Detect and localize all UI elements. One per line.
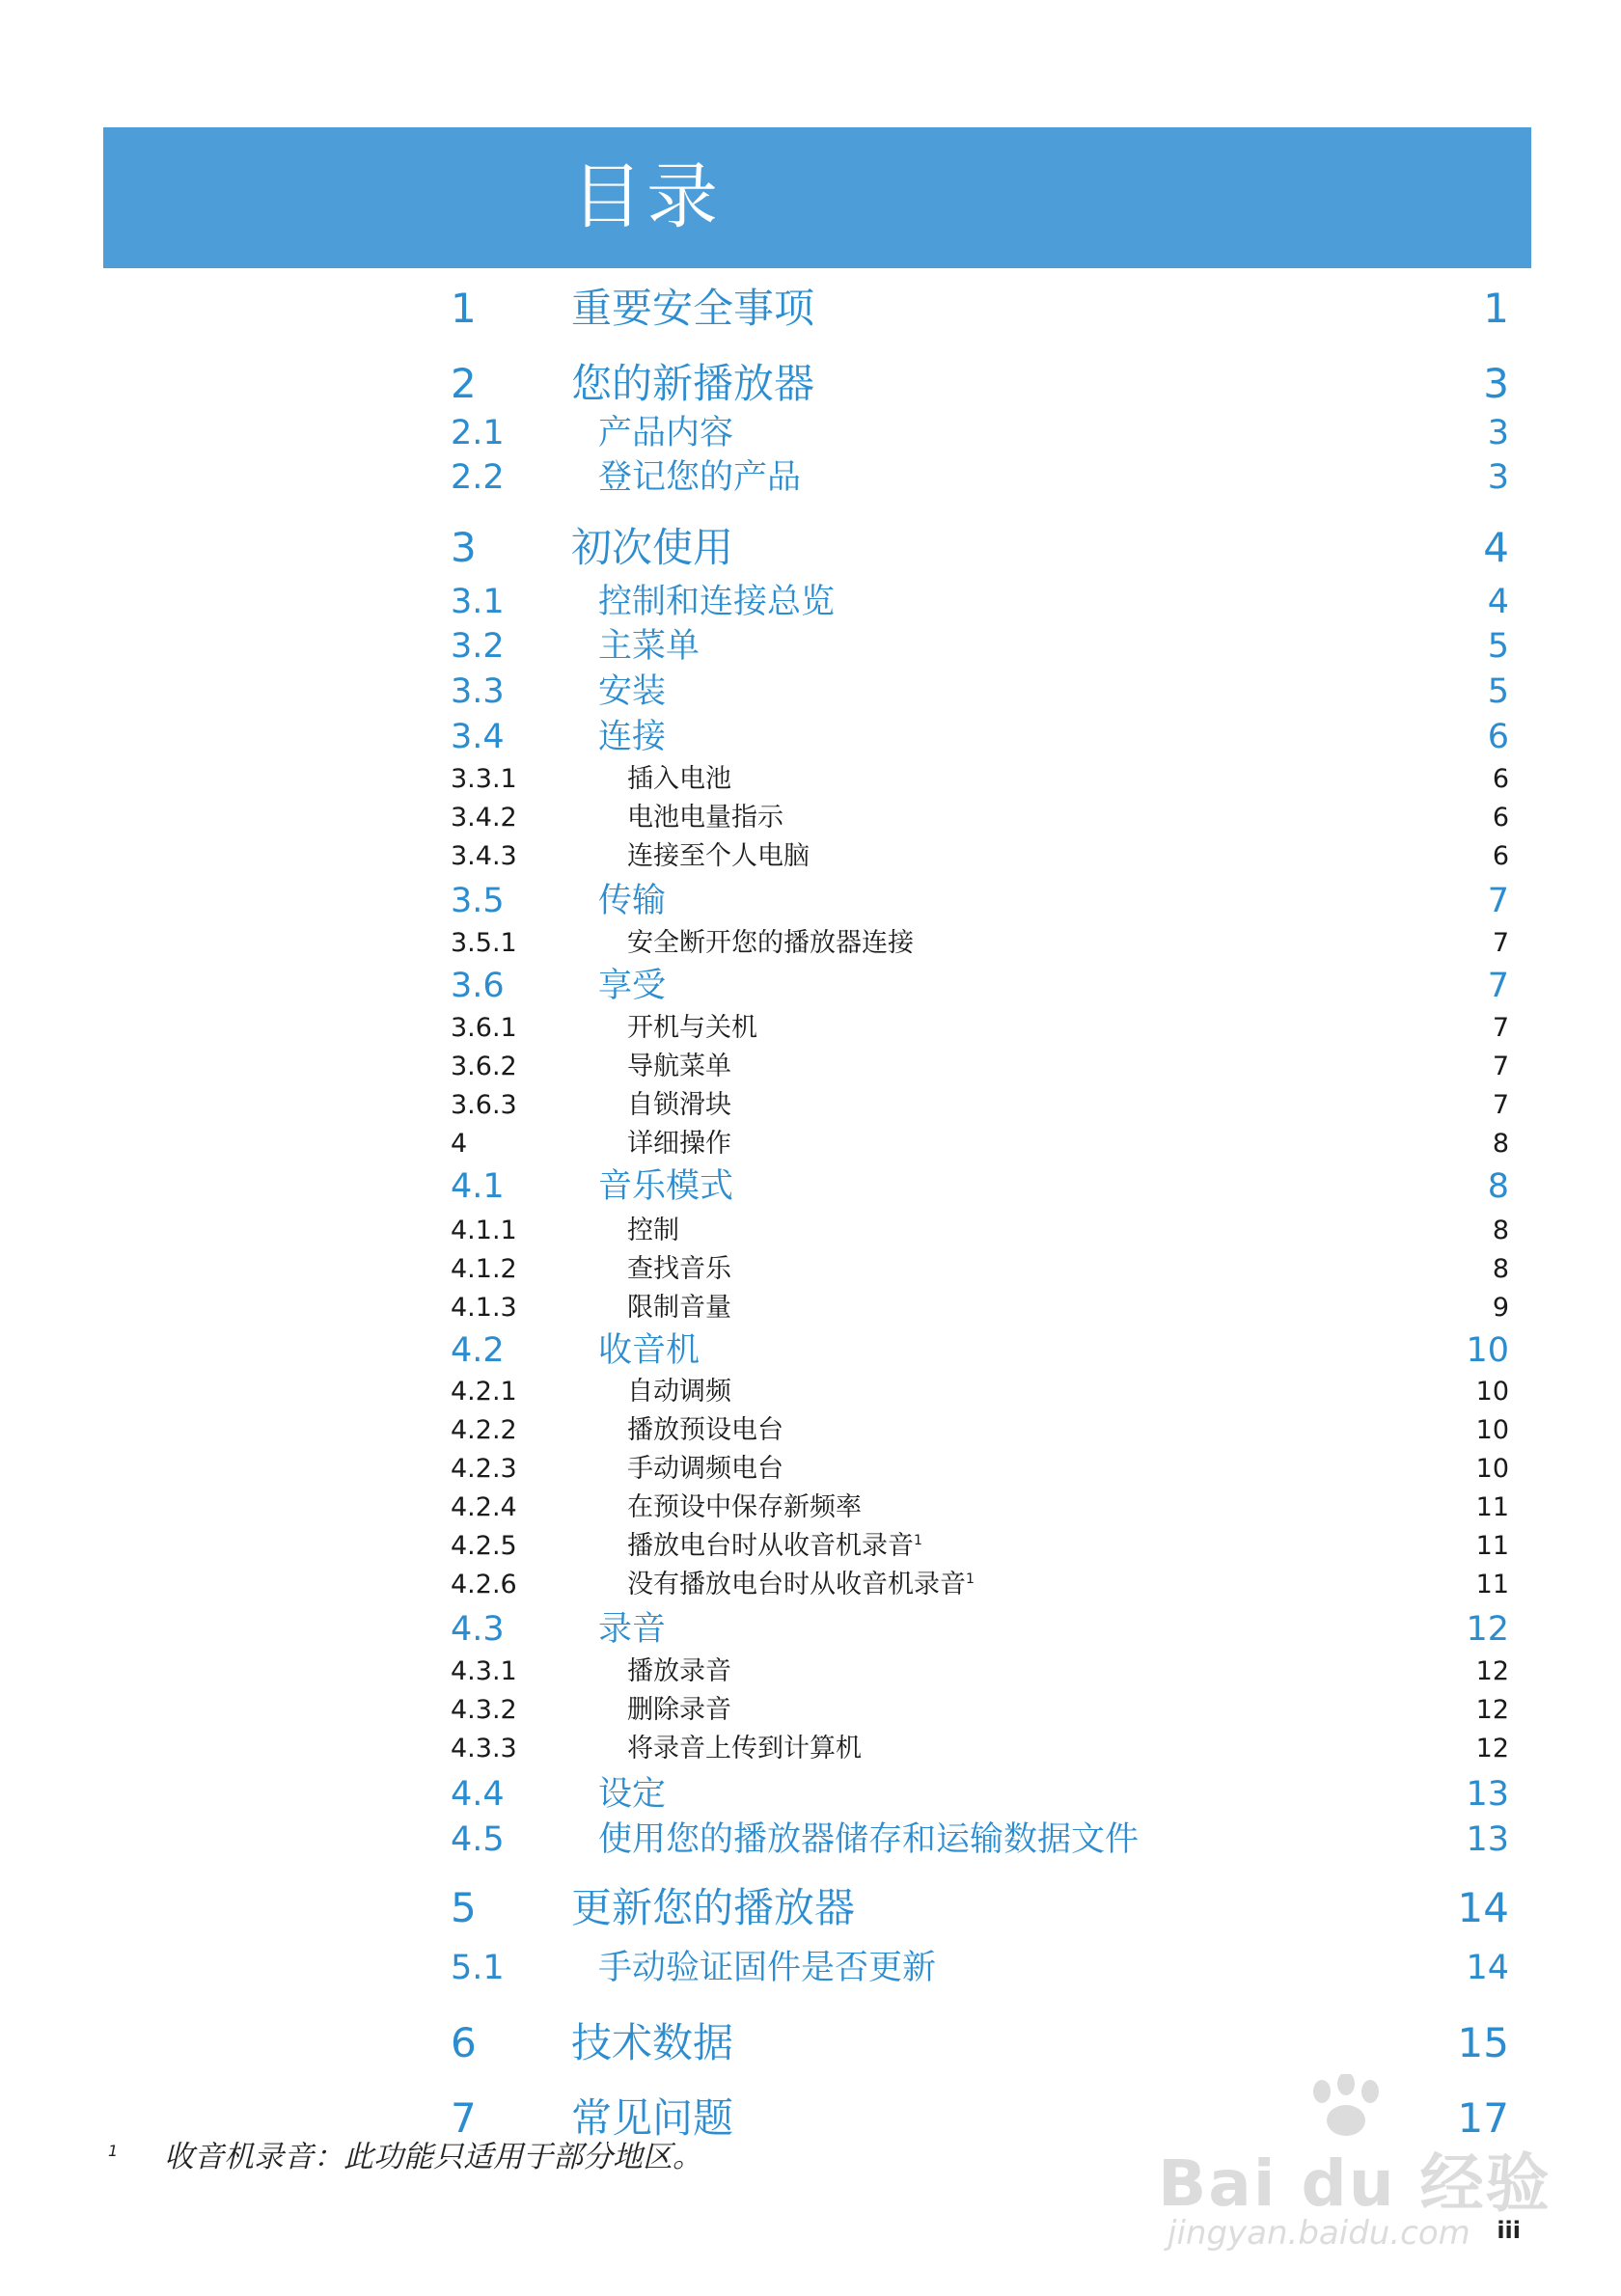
toc-entry-title	[627, 1654, 731, 1689]
toc-entry-title-text: 主菜单	[598, 627, 701, 666]
toc-entry-title-text: 常见问题	[571, 2094, 734, 2142]
toc-entry-number: 4.1.1	[451, 1216, 517, 1245]
toc-entry-title	[627, 1732, 862, 1766]
toc-entry-title	[598, 412, 733, 454]
toc-entry-page: 3	[1487, 458, 1509, 497]
toc-entry-page: 8	[1492, 1254, 1509, 1284]
toc-entry-title	[598, 1608, 666, 1651]
toc-entry-number: 3.6.3	[451, 1090, 517, 1120]
toc-entry-title	[571, 521, 733, 575]
toc-entry[interactable]	[0, 1818, 1621, 1861]
toc-entry[interactable]	[0, 926, 1621, 961]
toc-entry-title	[598, 625, 700, 668]
toc-entry-page: 6	[1492, 803, 1509, 833]
toc-entry-number: 2.1	[451, 414, 505, 452]
toc-entry-title-text: 连接至个人电脑	[627, 841, 810, 871]
toc-entry-title	[627, 1088, 731, 1123]
toc-entry-page: 15	[1457, 2019, 1509, 2066]
watermark-url: jingyan.baidu.com	[1168, 2214, 1470, 2253]
toc-entry[interactable]	[0, 1773, 1621, 1816]
toc-entry-title	[627, 1413, 783, 1448]
toc-entry[interactable]	[0, 1452, 1621, 1487]
toc-entry-page: 6	[1492, 841, 1509, 871]
toc-entry-title-text: 详细操作	[627, 1129, 731, 1159]
toc-entry-number: 2.2	[451, 458, 505, 497]
toc-entry-title	[598, 581, 835, 623]
toc-entry-number: 3.5	[451, 882, 505, 920]
toc-entry-page: 8	[1492, 1129, 1509, 1159]
toc-entry-title-text: 在预设中保存新频率	[627, 1492, 862, 1522]
toc-entry-number: 3	[451, 524, 477, 571]
toc-entry-page: 12	[1475, 1695, 1509, 1725]
toc-entry[interactable]	[0, 456, 1621, 499]
toc-entry-title	[627, 1375, 731, 1409]
toc-entry-number: 3.4.3	[451, 841, 517, 871]
toc-entry-number: 1	[451, 285, 477, 332]
toc-entry-number: 4.2.4	[451, 1492, 517, 1522]
toc-entry-page: 12	[1475, 1656, 1509, 1686]
toc-entry-title	[598, 880, 666, 922]
toc-entry-number: 4.3.1	[451, 1656, 517, 1686]
toc-entry-number: 5.1	[451, 1949, 505, 1987]
toc-entry[interactable]	[0, 625, 1621, 668]
toc-entry-number: 3.2	[451, 627, 505, 666]
toc-entry-title-text: 连接	[598, 718, 667, 756]
toc-entry-title-text: 安全断开您的播放器连接	[627, 928, 914, 958]
page-number: iii	[1497, 2217, 1521, 2244]
toc-entry-title-text: 没有播放电台时从收音机录音	[627, 1570, 966, 1599]
toc-entry[interactable]	[0, 1529, 1621, 1564]
footnote-reference: 1	[966, 1572, 975, 1587]
footnote-mark: 1	[108, 2142, 119, 2160]
toc-entry-title	[598, 1773, 666, 1816]
toc-entry-title-text: 您的新播放器	[571, 360, 815, 407]
toc-entry-page: 10	[1475, 1454, 1509, 1484]
toc-entry-title-text: 自锁滑块	[627, 1090, 731, 1120]
toc-entry-number: 4.1	[451, 1167, 505, 1206]
toc-entry-title	[627, 1529, 922, 1564]
toc-entry-title	[598, 670, 666, 713]
toc-entry-number: 3.1	[451, 583, 505, 621]
toc-entry-title	[598, 1947, 936, 1989]
toc-entry-title-text: 控制	[627, 1216, 679, 1245]
toc-entry-title	[571, 1881, 855, 1935]
toc-entry-number: 4	[451, 1129, 468, 1159]
toc-entry-title-text: 查找音乐	[627, 1254, 731, 1284]
toc-entry-page: 7	[1487, 882, 1509, 920]
toc-entry-number: 4.2.3	[451, 1454, 517, 1484]
toc-entry-number: 4.2.1	[451, 1377, 517, 1407]
toc-entry-title-text: 录音	[598, 1610, 667, 1649]
footnote-reference: 1	[914, 1533, 922, 1548]
toc-entry-title	[598, 456, 801, 499]
toc-entry-title-text: 传输	[598, 882, 667, 920]
watermark	[1158, 2074, 1552, 2253]
toc-entry[interactable]	[0, 1165, 1621, 1208]
toc-entry-title-text: 控制和连接总览	[598, 583, 836, 621]
toc-entry-title-text: 产品内容	[598, 414, 734, 452]
toc-entry-title	[571, 282, 814, 336]
toc-entry-title	[627, 1252, 731, 1287]
toc-entry-title-text: 插入电池	[627, 764, 731, 794]
toc-entry-page: 10	[1475, 1415, 1509, 1445]
toc-entry-page: 11	[1475, 1531, 1509, 1561]
toc-entry[interactable]	[0, 1490, 1621, 1525]
toc-entry-page: 1	[1483, 285, 1509, 332]
toc-entry[interactable]	[0, 412, 1621, 454]
toc-entry-number: 4.1.2	[451, 1254, 517, 1284]
toc-entry-title-text: 自动调频	[627, 1377, 731, 1407]
toc-entry-number: 3.3	[451, 672, 505, 711]
toc-entry[interactable]	[0, 1291, 1621, 1326]
toc-entry-page: 8	[1492, 1216, 1509, 1245]
toc-entry[interactable]	[0, 581, 1621, 623]
toc-entry-title-text: 更新您的播放器	[571, 1884, 856, 1931]
toc-entry-number: 4.5	[451, 1820, 505, 1859]
toc-entry[interactable]	[0, 1654, 1621, 1689]
toc-entry-page: 14	[1466, 1949, 1509, 1987]
toc-entry[interactable]	[0, 2016, 1621, 2070]
toc-entry[interactable]	[0, 1088, 1621, 1123]
toc-entry[interactable]	[0, 801, 1621, 835]
toc-entry-title	[571, 2016, 733, 2070]
toc-entry-number: 3.6.2	[451, 1052, 517, 1081]
toc-entry-page: 6	[1487, 718, 1509, 756]
toc-entry[interactable]	[0, 762, 1621, 797]
toc-entry-page: 7	[1492, 928, 1509, 958]
toc-entry-title-text: 手动调频电台	[627, 1454, 783, 1484]
toc-entry[interactable]	[0, 965, 1621, 1007]
toc-entry-page: 6	[1492, 764, 1509, 794]
page-title: 目录	[571, 155, 722, 238]
toc-entry[interactable]	[0, 282, 1621, 336]
toc-entry-title-text: 技术数据	[571, 2019, 734, 2066]
toc-entry-number: 6	[451, 2019, 477, 2066]
toc-entry-title-text: 播放录音	[627, 1656, 731, 1686]
toc-entry[interactable]	[0, 1947, 1621, 1989]
toc-entry[interactable]	[0, 716, 1621, 758]
toc-entry-page: 8	[1487, 1167, 1509, 1206]
toc-entry[interactable]	[0, 1568, 1621, 1602]
toc-entry-title-text: 电池电量指示	[627, 803, 783, 833]
toc-entry-page: 10	[1475, 1377, 1509, 1407]
toc-entry-title	[627, 1452, 783, 1487]
toc-entry[interactable]	[0, 1881, 1621, 1935]
toc-entry-page: 11	[1475, 1570, 1509, 1599]
toc-entry-title-text: 音乐模式	[598, 1167, 734, 1206]
toc-entry-title	[627, 1127, 731, 1162]
toc-entry[interactable]	[0, 1214, 1621, 1248]
toc-entry-number: 3.4	[451, 718, 505, 756]
toc-entry-title-text: 享受	[598, 967, 667, 1005]
toc-entry-number: 2	[451, 360, 477, 407]
toc-entry-title-text: 播放电台时从收音机录音	[627, 1531, 914, 1561]
toc-entry-page: 5	[1487, 672, 1509, 711]
toc-entry-title	[627, 762, 731, 797]
toc-entry-page: 3	[1487, 414, 1509, 452]
toc-entry-number: 4.3.2	[451, 1695, 517, 1725]
toc-entry-title	[627, 1490, 862, 1525]
toc-entry-title-text: 设定	[598, 1775, 667, 1814]
toc-entry[interactable]	[0, 1693, 1621, 1728]
toc-entry-page: 7	[1492, 1052, 1509, 1081]
toc-entry-title-text: 删除录音	[627, 1695, 731, 1725]
toc-entry-title	[627, 801, 783, 835]
toc-entry-page: 10	[1466, 1331, 1509, 1370]
toc-entry[interactable]	[0, 839, 1621, 874]
toc-entry-page: 17	[1457, 2094, 1509, 2142]
toc-entry[interactable]	[0, 1252, 1621, 1287]
toc-entry-title	[627, 1291, 731, 1326]
toc-entry-page: 13	[1466, 1820, 1509, 1859]
toc-entry-title-text: 导航菜单	[627, 1052, 731, 1081]
toc-entry-number: 4.4	[451, 1775, 505, 1814]
toc-entry-page: 5	[1487, 627, 1509, 666]
toc-entry-title	[627, 1214, 679, 1248]
toc-entry[interactable]	[0, 1127, 1621, 1162]
toc-entry-title-text: 将录音上传到计算机	[627, 1734, 862, 1763]
toc-entry-page: 14	[1457, 1884, 1509, 1931]
toc-entry-page: 7	[1487, 967, 1509, 1005]
toc-entry-number: 3.3.1	[451, 764, 517, 794]
toc-entry-page: 11	[1475, 1492, 1509, 1522]
toc-entry-page: 3	[1483, 360, 1509, 407]
toc-entry-title-text: 收音机	[598, 1331, 701, 1370]
toc-entry[interactable]	[0, 1329, 1621, 1372]
toc-entry[interactable]	[0, 521, 1621, 575]
toc-entry-number: 3.5.1	[451, 928, 517, 958]
toc-entry-page: 7	[1492, 1013, 1509, 1043]
toc-entry[interactable]	[0, 1050, 1621, 1084]
toc-entry-number: 4.2.5	[451, 1531, 517, 1561]
toc-entry-title	[627, 1050, 731, 1084]
toc-entry-title-text: 使用您的播放器储存和运输数据文件	[598, 1820, 1140, 1859]
toc-entry-title-text: 初次使用	[571, 524, 734, 571]
toc-entry-title-text: 播放预设电台	[627, 1415, 783, 1445]
toc-entry-number: 7	[451, 2094, 477, 2142]
toc-entry[interactable]	[0, 1413, 1621, 1448]
toc-entry-title-text: 开机与关机	[627, 1013, 757, 1043]
toc-entry-page: 7	[1492, 1090, 1509, 1120]
toc-entry-number: 4.2.2	[451, 1415, 517, 1445]
toc-entry-title-text: 安装	[598, 672, 667, 711]
toc-entry[interactable]	[0, 880, 1621, 922]
toc-entry-number: 3.4.2	[451, 803, 517, 833]
toc-entry-number: 4.2	[451, 1331, 505, 1370]
toc-entry-page: 9	[1492, 1293, 1509, 1323]
toc-entry-page: 12	[1475, 1734, 1509, 1763]
toc-entry-title	[571, 357, 814, 411]
toc-entry[interactable]	[0, 670, 1621, 713]
toc-entry-page: 12	[1466, 1610, 1509, 1649]
toc-entry-title	[598, 716, 666, 758]
toc-entry-title-text: 重要安全事项	[571, 285, 815, 332]
toc-entry-page: 4	[1483, 524, 1509, 571]
toc-entry-number: 4.3	[451, 1610, 505, 1649]
watermark-logo-text: Bai du 经验	[1158, 2146, 1552, 2221]
toc-entry-title-text: 登记您的产品	[598, 458, 802, 497]
toc-entry[interactable]	[0, 1608, 1621, 1651]
toc-entry-title	[627, 1011, 757, 1046]
toc-entry-title	[598, 1329, 700, 1372]
toc-entry-title	[627, 1693, 731, 1728]
toc-entry-number: 3.6	[451, 967, 505, 1005]
toc-entry-number: 4.3.3	[451, 1734, 517, 1763]
toc-entry[interactable]	[0, 1011, 1621, 1046]
toc-entry[interactable]	[0, 1732, 1621, 1766]
toc-entry-title	[627, 1568, 975, 1602]
toc-entry-number: 4.2.6	[451, 1570, 517, 1599]
footnote-text: 收音机录音：此功能只适用于部分地区。	[164, 2140, 702, 2174]
toc-entry-number: 4.1.3	[451, 1293, 517, 1323]
toc-entry-page: 13	[1466, 1775, 1509, 1814]
toc-entry-title-text: 手动验证固件是否更新	[598, 1949, 937, 1987]
toc-entry-page: 4	[1487, 583, 1509, 621]
toc-entry-title-text: 限制音量	[627, 1293, 731, 1323]
toc-entry-title	[598, 965, 666, 1007]
toc-entry-title	[627, 926, 914, 961]
toc-entry-title	[598, 1165, 733, 1208]
toc-entry[interactable]	[0, 1375, 1621, 1409]
toc-entry[interactable]	[0, 357, 1621, 411]
toc-entry-number: 3.6.1	[451, 1013, 517, 1043]
toc-entry-title	[627, 839, 810, 874]
toc-entry-number: 5	[451, 1884, 477, 1931]
toc-entry-title	[598, 1818, 1139, 1861]
